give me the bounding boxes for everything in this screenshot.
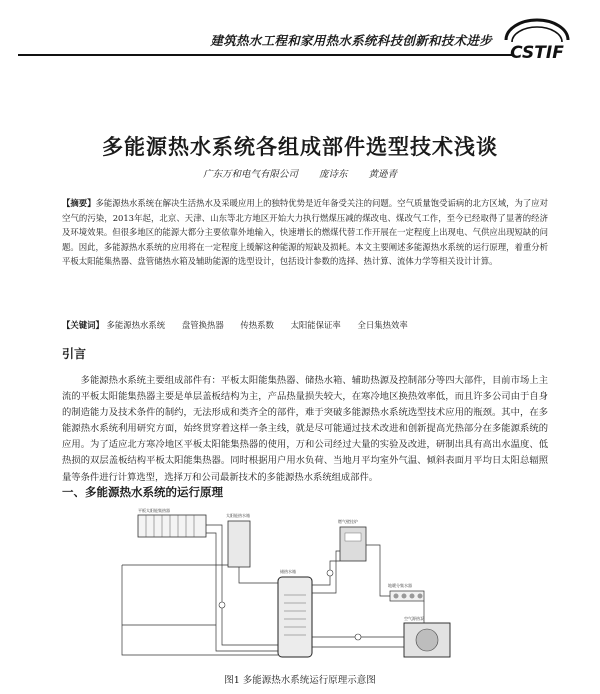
running-title: 建筑热水工程和家用热水系统科技创新和技术进步 xyxy=(210,33,492,48)
keyword: 传热系数 xyxy=(240,320,274,330)
pump-icon xyxy=(327,570,333,576)
heat-pump xyxy=(404,615,450,657)
abstract-label: 【摘要】 xyxy=(62,198,96,208)
heatpump-label: 空气源热泵 xyxy=(404,616,424,621)
intro-heading: 引言 xyxy=(62,347,87,361)
keyword: 多能源热水系统 xyxy=(106,320,166,330)
storage-tank xyxy=(278,568,312,657)
logo-text: CSTIF xyxy=(510,43,564,62)
floor-label: 地暖分集水器 xyxy=(388,583,412,588)
collector-label: 平板太阳能集热器 xyxy=(138,508,170,513)
keyword: 全日集热效率 xyxy=(357,320,408,330)
pipe-network xyxy=(122,525,424,655)
boiler-label: 燃气壁挂炉 xyxy=(338,519,358,524)
gas-boiler xyxy=(338,518,366,561)
author-name: 黄逊青 xyxy=(368,169,398,180)
solar-collector xyxy=(138,507,206,537)
keywords xyxy=(62,319,548,331)
keyword: 太阳能保证率 xyxy=(290,320,341,330)
pump-icon xyxy=(355,634,361,640)
keywords-label: 【关键词】 xyxy=(62,320,104,330)
cstif-logo xyxy=(498,18,576,62)
article-title: 多能源热水系统各组成部件选型技术浅谈 xyxy=(102,135,498,159)
header-rule xyxy=(18,54,512,56)
floor-manifold xyxy=(388,582,424,601)
system-diagram xyxy=(118,505,484,663)
pump-icon xyxy=(219,602,225,608)
figure-caption: 图1 多能源热水系统运行原理示意图 xyxy=(224,675,376,686)
storage-label: 储热水箱 xyxy=(280,569,296,574)
affiliation: 广东万和电气有限公司 xyxy=(202,169,298,180)
abstract-text: 多能源热水系统在解决生活热水及采暖应用上的独特优势是近年备受关注的问题。空气质量饱受诟病的北方区域，为了应对空气的污染，2013年起，北京、天津、山东等北方地区开始大力执行燃煤压减的煤改电、煤改气工作，至今已经取得了显著的经济及环境效果。但很多地区的能源大都分主要依靠外地输入，快速增长的燃煤代替工作开展在一定程度上出现电、气供应出现短缺的问题。因此，多能源热水系统的应用将在一定程度上缓解这种能源的短缺及损耗。本文主要阐述多能源热水系统的运行原理，着重分析平板太阳能集热器、盘管储热水箱及辅助能源的选型设计，包括设计参数的选择、热计算、流体力学等相关设计计算。 xyxy=(62,198,549,267)
running-header xyxy=(18,18,582,62)
abstract xyxy=(62,196,548,269)
tank-top-label: 太阳能热水箱 xyxy=(226,513,250,518)
keyword: 盘管换热器 xyxy=(181,320,224,330)
intro-paragraph: 多能源热水系统主要组成部件有：平板太阳能集热器、储热水箱、辅助热源及控制部分等四大部件，目前市场上主流的平板太阳能集热器主要是单层盖板结构为主，产品热量损失较大，在寒冷地区换热效率低，而且许多公司由于自身的制造能力及技术条件的制约，无法形成和类齐全的部件，难于突破多能源热水系统选型技术应用的瓶颈。其中，在多能源热水系统利用研究方面，始终贯穿着这样一条主线，就是尽可能通过技术改进和创新提高光热部分在多能源系统的应用。为了适应北方寒冷地区平板太阳能集热器的使用，万和公司经过大量的实验及改进，研制出具有高出水温度、低热损的双层盖板结构平板太阳能集热器。同时根据用户用水负荷、当地月平均室外气温、倾斜表面月平均日太阳总辐照量等条件进行计算选型，选择万和公司最新技术的多能源热水系统组成部件。 xyxy=(62,375,548,483)
section1-heading: 一、多能源热水系统的运行原理 xyxy=(62,485,223,499)
author-line xyxy=(0,166,600,180)
solar-tank xyxy=(226,512,250,567)
author-name: 庞诗东 xyxy=(318,169,348,180)
